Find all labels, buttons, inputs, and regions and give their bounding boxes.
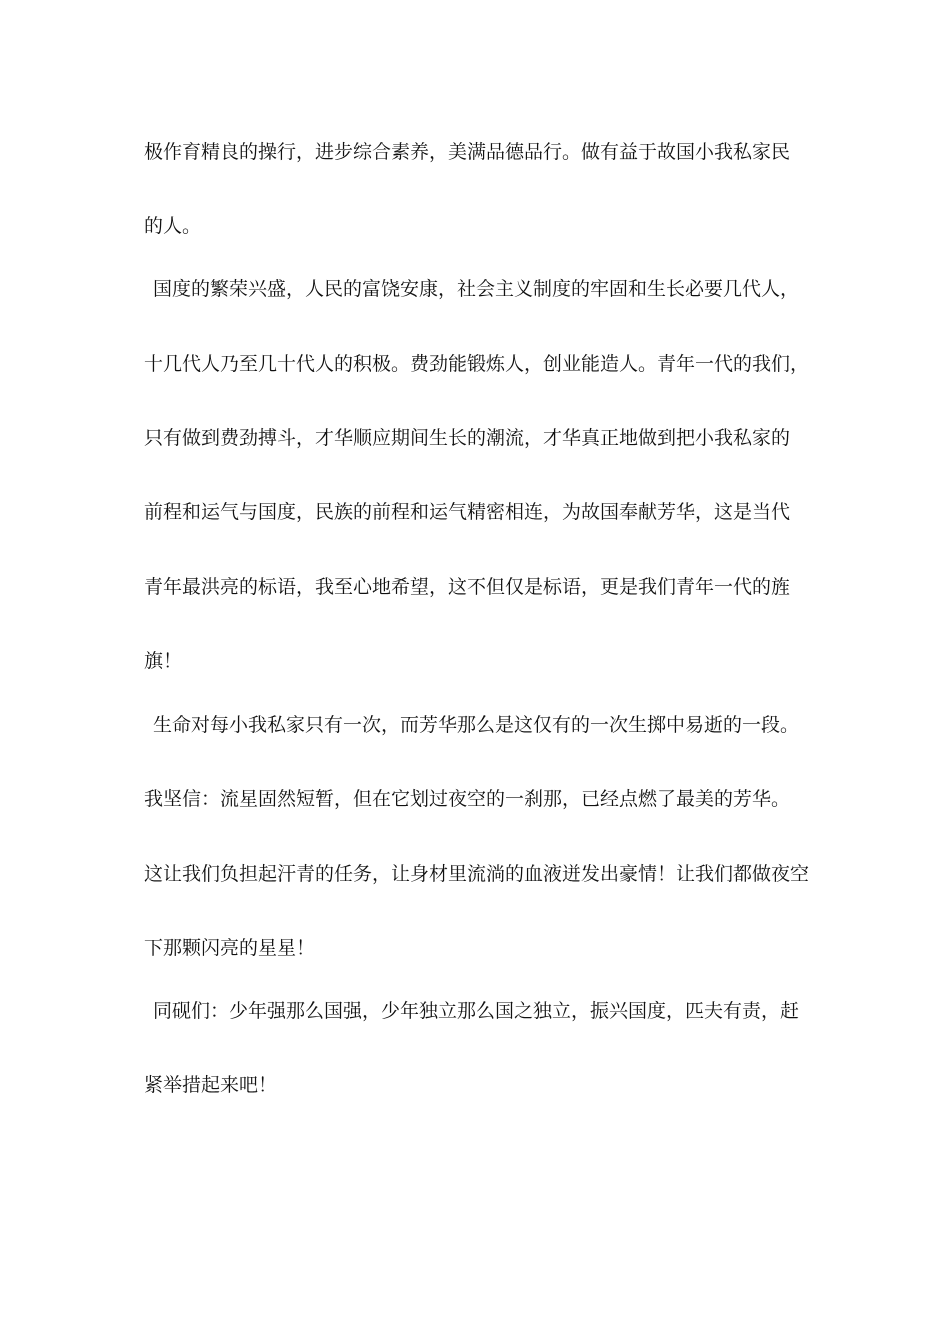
text-line: 下那颗闪亮的星星！ [144,937,316,959]
text-line: 的人。 [144,215,202,237]
text-line: 我坚信：流星固然短暂，但在它划过夜空的一刹那，已经点燃了最美的芳华。 [144,788,791,810]
paragraph-start-line: 国度的繁荣兴盛，人民的富饶安康，社会主义制度的牢固和生长必要几代人， [153,278,800,300]
text-line: 极作育精良的操行，进步综合素养，美满品德品行。做有益于故国小我私家民 [144,141,791,163]
text-line: 紧举措起来吧！ [144,1074,278,1096]
paragraph-start-line: 生命对每小我私家只有一次，而芳华那么是这仅有的一次生掷中易逝的一段。 [153,714,800,736]
text-line: 前程和运气与国度，民族的前程和运气精密相连，为故国奉献芳华，这是当代 [144,501,791,523]
text-line: 旗！ [144,650,183,672]
text-line: 这让我们负担起汗青的任务，让身材里流淌的血液迸发出豪情！让我们都做夜空 [144,863,810,885]
text-line: 十几代人乃至几十代人的积极。费劲能锻炼人，创业能造人。青年一代的我们， [144,353,810,375]
text-line: 只有做到费劲搏斗，才华顺应期间生长的潮流，才华真正地做到把小我私家的 [144,427,791,449]
text-line: 青年最洪亮的标语，我至心地希望，这不但仅是标语，更是我们青年一代的旌 [144,576,791,598]
paragraph-start-line: 同砚们：少年强那么国强，少年独立那么国之独立，振兴国度，匹夫有责，赶 [153,1000,800,1022]
